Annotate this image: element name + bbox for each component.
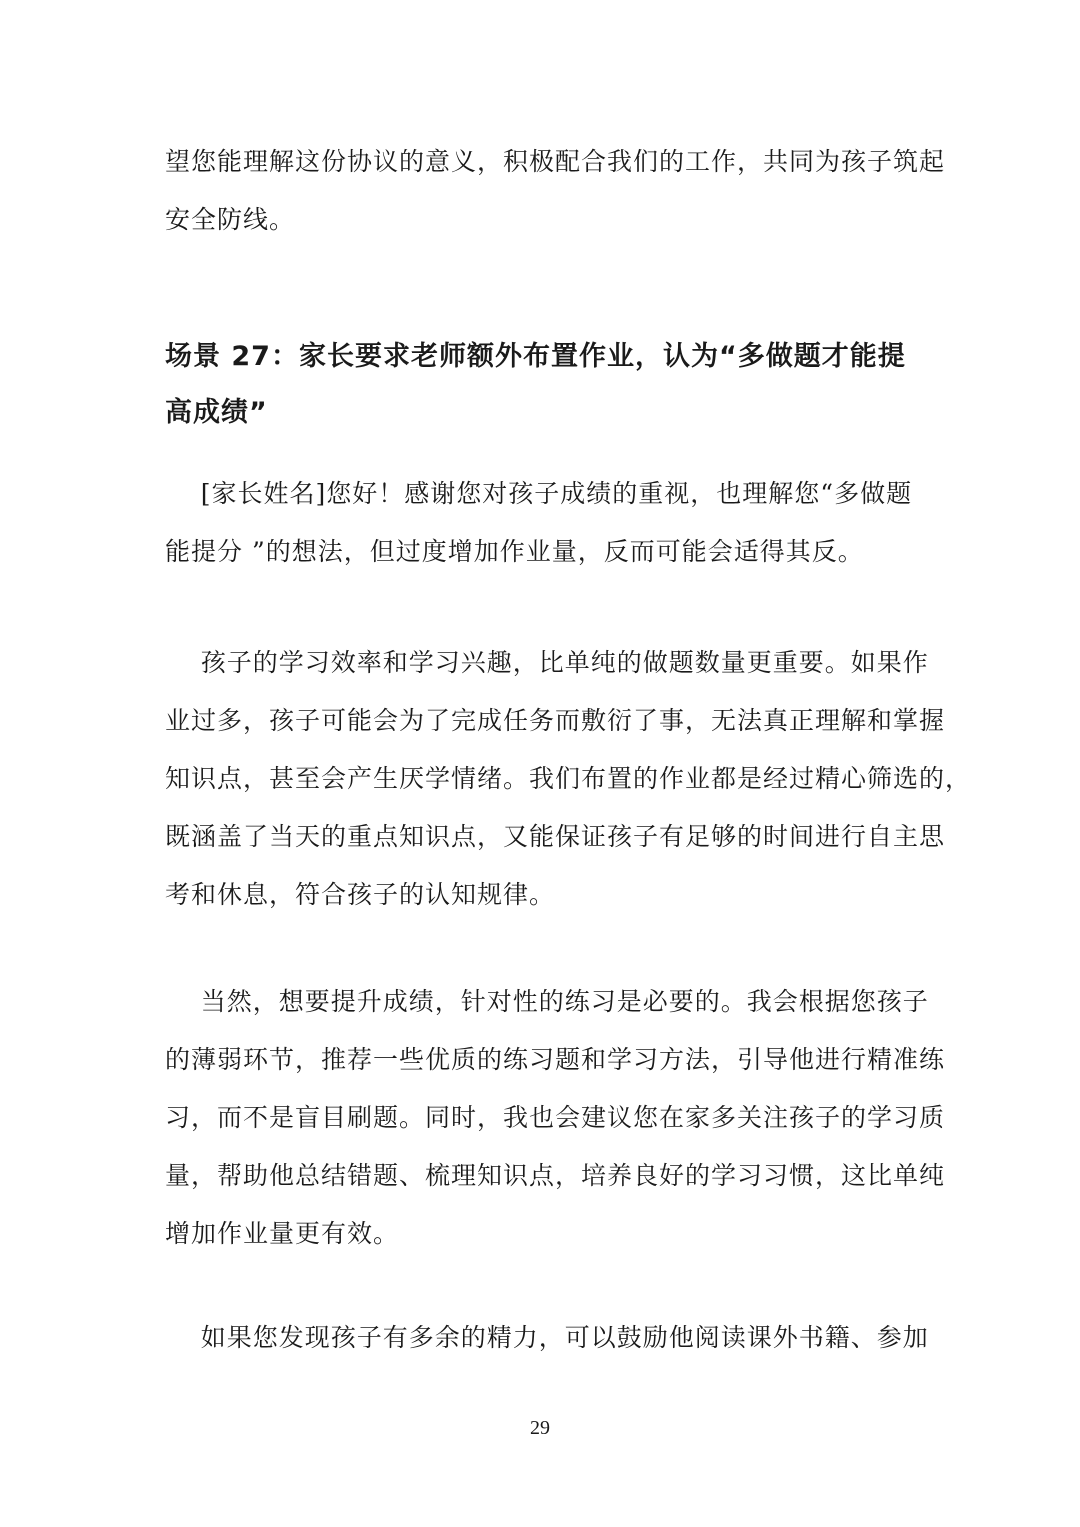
paragraph-line: 量，帮助他总结错题、梳理知识点，培养良好的学习习惯，这比单纯: [165, 1161, 946, 1190]
body-paragraph: [165, 1309, 929, 1367]
section-heading: [165, 329, 925, 441]
paragraph-line: 能提分 ”的想法，但过度增加作业量，反而可能会适得其反。: [165, 537, 864, 566]
paragraph-line: 考和休息，符合孩子的认知规律。: [165, 880, 556, 909]
paragraph-line: 安全防线。: [165, 205, 296, 234]
paragraph-line: 业过多，孩子可能会为了完成任务而敷衍了事，无法真正理解和掌握: [165, 706, 946, 735]
body-paragraph: [165, 973, 946, 1263]
paragraph-line: 望您能理解这份协议的意义，积极配合我们的工作，共同为孩子筑起: [165, 147, 946, 176]
paragraph-line: [家长姓名]您好！感谢您对孩子成绩的重视，也理解您“多做题: [165, 479, 913, 508]
page-number: 29: [530, 1417, 550, 1439]
paragraph-line: 知识点，甚至会产生厌学情绪。我们布置的作业都是经过精心筛选的，: [165, 764, 972, 793]
body-paragraph: [165, 634, 972, 924]
paragraph-line: 习，而不是盲目刷题。同时，我也会建议您在家多关注孩子的学习质: [165, 1103, 946, 1132]
paragraph-line: 孩子的学习效率和学习兴趣，比单纯的做题数量更重要。如果作: [165, 648, 929, 677]
paragraph-line: 的薄弱环节，推荐一些优质的练习题和学习方法，引导他进行精准练: [165, 1045, 946, 1074]
paragraph-line: 既涵盖了当天的重点知识点，又能保证孩子有足够的时间进行自主思: [165, 822, 946, 851]
body-paragraph: [165, 465, 925, 581]
paragraph-line: 如果您发现孩子有多余的精力，可以鼓励他阅读课外书籍、参加: [165, 1323, 929, 1352]
paragraph-line: 当然，想要提升成绩，针对性的练习是必要的。我会根据您孩子: [165, 987, 929, 1016]
heading-line: 高成绩”: [165, 397, 268, 428]
heading-line: 场景 27：家长要求老师额外布置作业，认为“多做题才能提: [165, 341, 906, 372]
continuation-paragraph: [165, 133, 946, 249]
paragraph-line: 增加作业量更有效。: [165, 1219, 400, 1248]
